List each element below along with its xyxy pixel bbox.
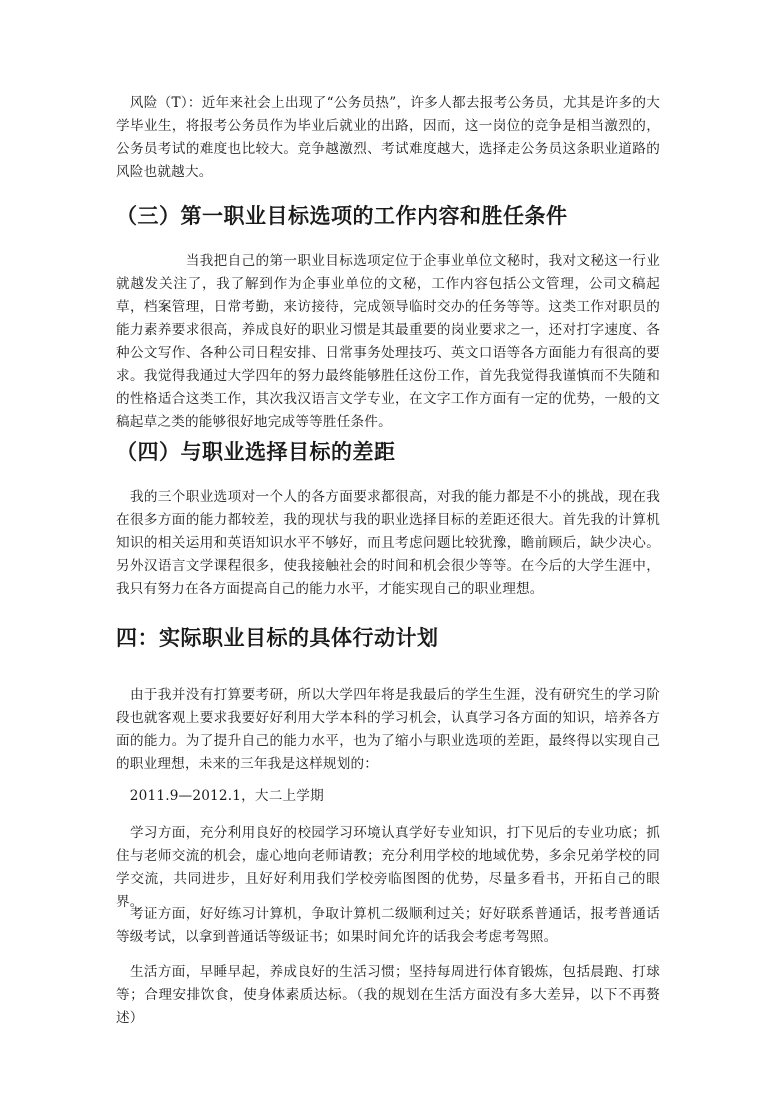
heading-action-plan: 四：实际职业目标的具体行动计划 [116,626,439,650]
paragraph-plan-intro: 由于我并没有打算要考研，所以大学四年将是我最后的学生生涯，没有研究生的学习阶段也就客观上要求我要好好利用大学本科的学习机会，认真学习各方面的知识，培养各方面的能力。为了提升自己的能力水平，也为了缩小与职业选项的差距，最终得以实现自己的职业理想，未来的三年我是这样规划的： [116,687,660,772]
paragraph-gap: 我的三个职业选项对一个人的各方面要求都很高，对我的能力都是不小的挑战，现在我在很多方面的能力都较差，我的现状与我的职业选择目标的差距还很大。首先我的计算机知识的相关运用和英语知识水平不够好，而且考虑问题比较犹豫，瞻前顾后，缺少决心。另外汉语言文学课程很多，使我接触社会的时间和机会很少等等。在今后的大学生涯中，我只有努力在各方面提高自己的能力水平，才能实现自己的职业理想。 [116,489,660,597]
paragraph-job-content: 当我把自己的第一职业目标选项定位于企事业单位文秘时，我对文秘这一行业就越发关注了，我了解到作为企事业单位的文秘，工作内容包括公文管理，公司文稿起草，档案管理，日常考勤，来访接待，完成领导临时交办的任务等等。这类工作对职员的能力素养要求很高，养成良好的职业习惯是其最重要的岗业要求之一，还对打字速度、各种公文写作、各种公司日程安排、日常事务处理技巧、英文口语等各方面能力有很高的要求。我觉得我通过大学四年的努力最终能够胜任这份工作，首先我觉得我谨慎而不失随和的性格适合这类工作，其次我汉语言文学专业，在文字工作方面有一定的优势，一般的文稿起草之类的能够很好地完成等等胜任条件。 [116,253,660,430]
paragraph-life-plan: 生活方面，早睡早起，养成良好的生活习惯；坚持每周进行体育锻炼，包括晨跑、打球等；合理安排饮食，使身体素质达标。（我的规划在生活方面没有多大差异，以下不再赘述） [116,964,660,1026]
paragraph-study-plan: 学习方面，充分利用良好的校园学习环境认真学好专业知识，打下见后的专业功底；抓住与老师交流的机会，虚心地向老师请教；充分利用学校的地域优势，多余兄弟学校的同学交流，共同进步，且好好利用我们学校旁临图图的优势，尽量多看书，开拓自己的眼界。 [116,825,660,910]
paragraph-certificate-plan: 考证方面，好好练习计算机，争取计算机二级顺利过关；好好联系普通话，报考普通话等级考试，以拿到普通话等级证书；如果时间允许的话我会考虑考驾照。 [116,906,660,945]
heading-gap-to-career-goal: （四）与职业选择目标的差距 [116,440,396,464]
paragraph-period: 2011.9—2012.1，大二上学期 [116,788,324,804]
heading-job-content-and-qualifications: （三）第一职业目标选项的工作内容和胜任条件 [116,204,568,228]
paragraph-risk-threats: 风险（T）：近年来社会上出现了“公务员热”，许多人都去报考公务员，尤其是许多的大学毕业生，将报考公务员作为毕业后就业的出路，因而，这一岗位的竞争是相当激烈的，公务员考试的难度也比较大。竞争越激烈、考试难度越大，选择走公务员这条职业道路的风险也就越大。 [116,95,660,180]
